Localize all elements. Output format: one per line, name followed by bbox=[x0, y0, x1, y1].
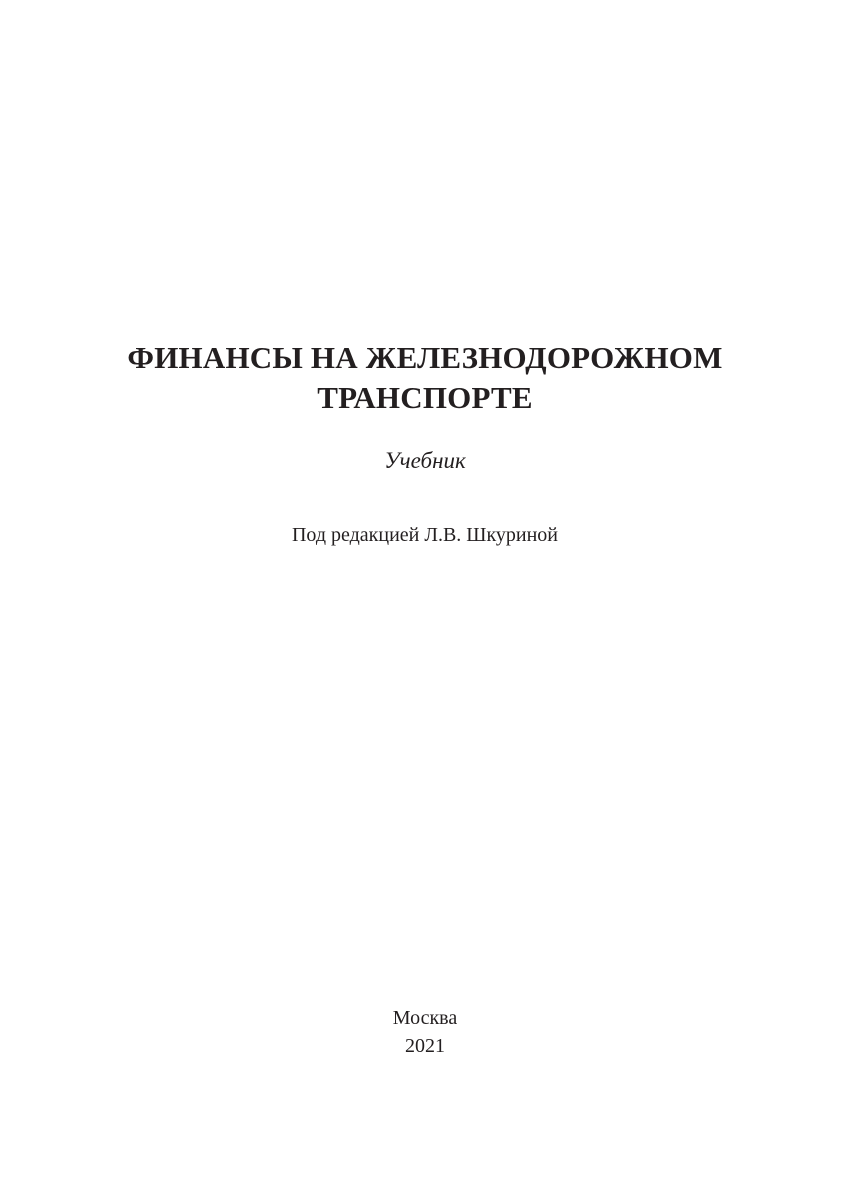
imprint-year: 2021 bbox=[405, 1035, 445, 1057]
editor-credit: Под редакцией Л.В. Шкуриной bbox=[291, 524, 559, 546]
imprint-city: Москва bbox=[392, 1007, 458, 1029]
imprint bbox=[0, 1004, 850, 1060]
book-genre: Учебник bbox=[384, 448, 466, 473]
book-title-line-2: ТРАНСПОРТЕ bbox=[317, 380, 533, 415]
book-title-line-1: ФИНАНСЫ НА ЖЕЛЕЗНОДОРОЖНОМ bbox=[127, 340, 723, 375]
book-title bbox=[0, 338, 850, 418]
